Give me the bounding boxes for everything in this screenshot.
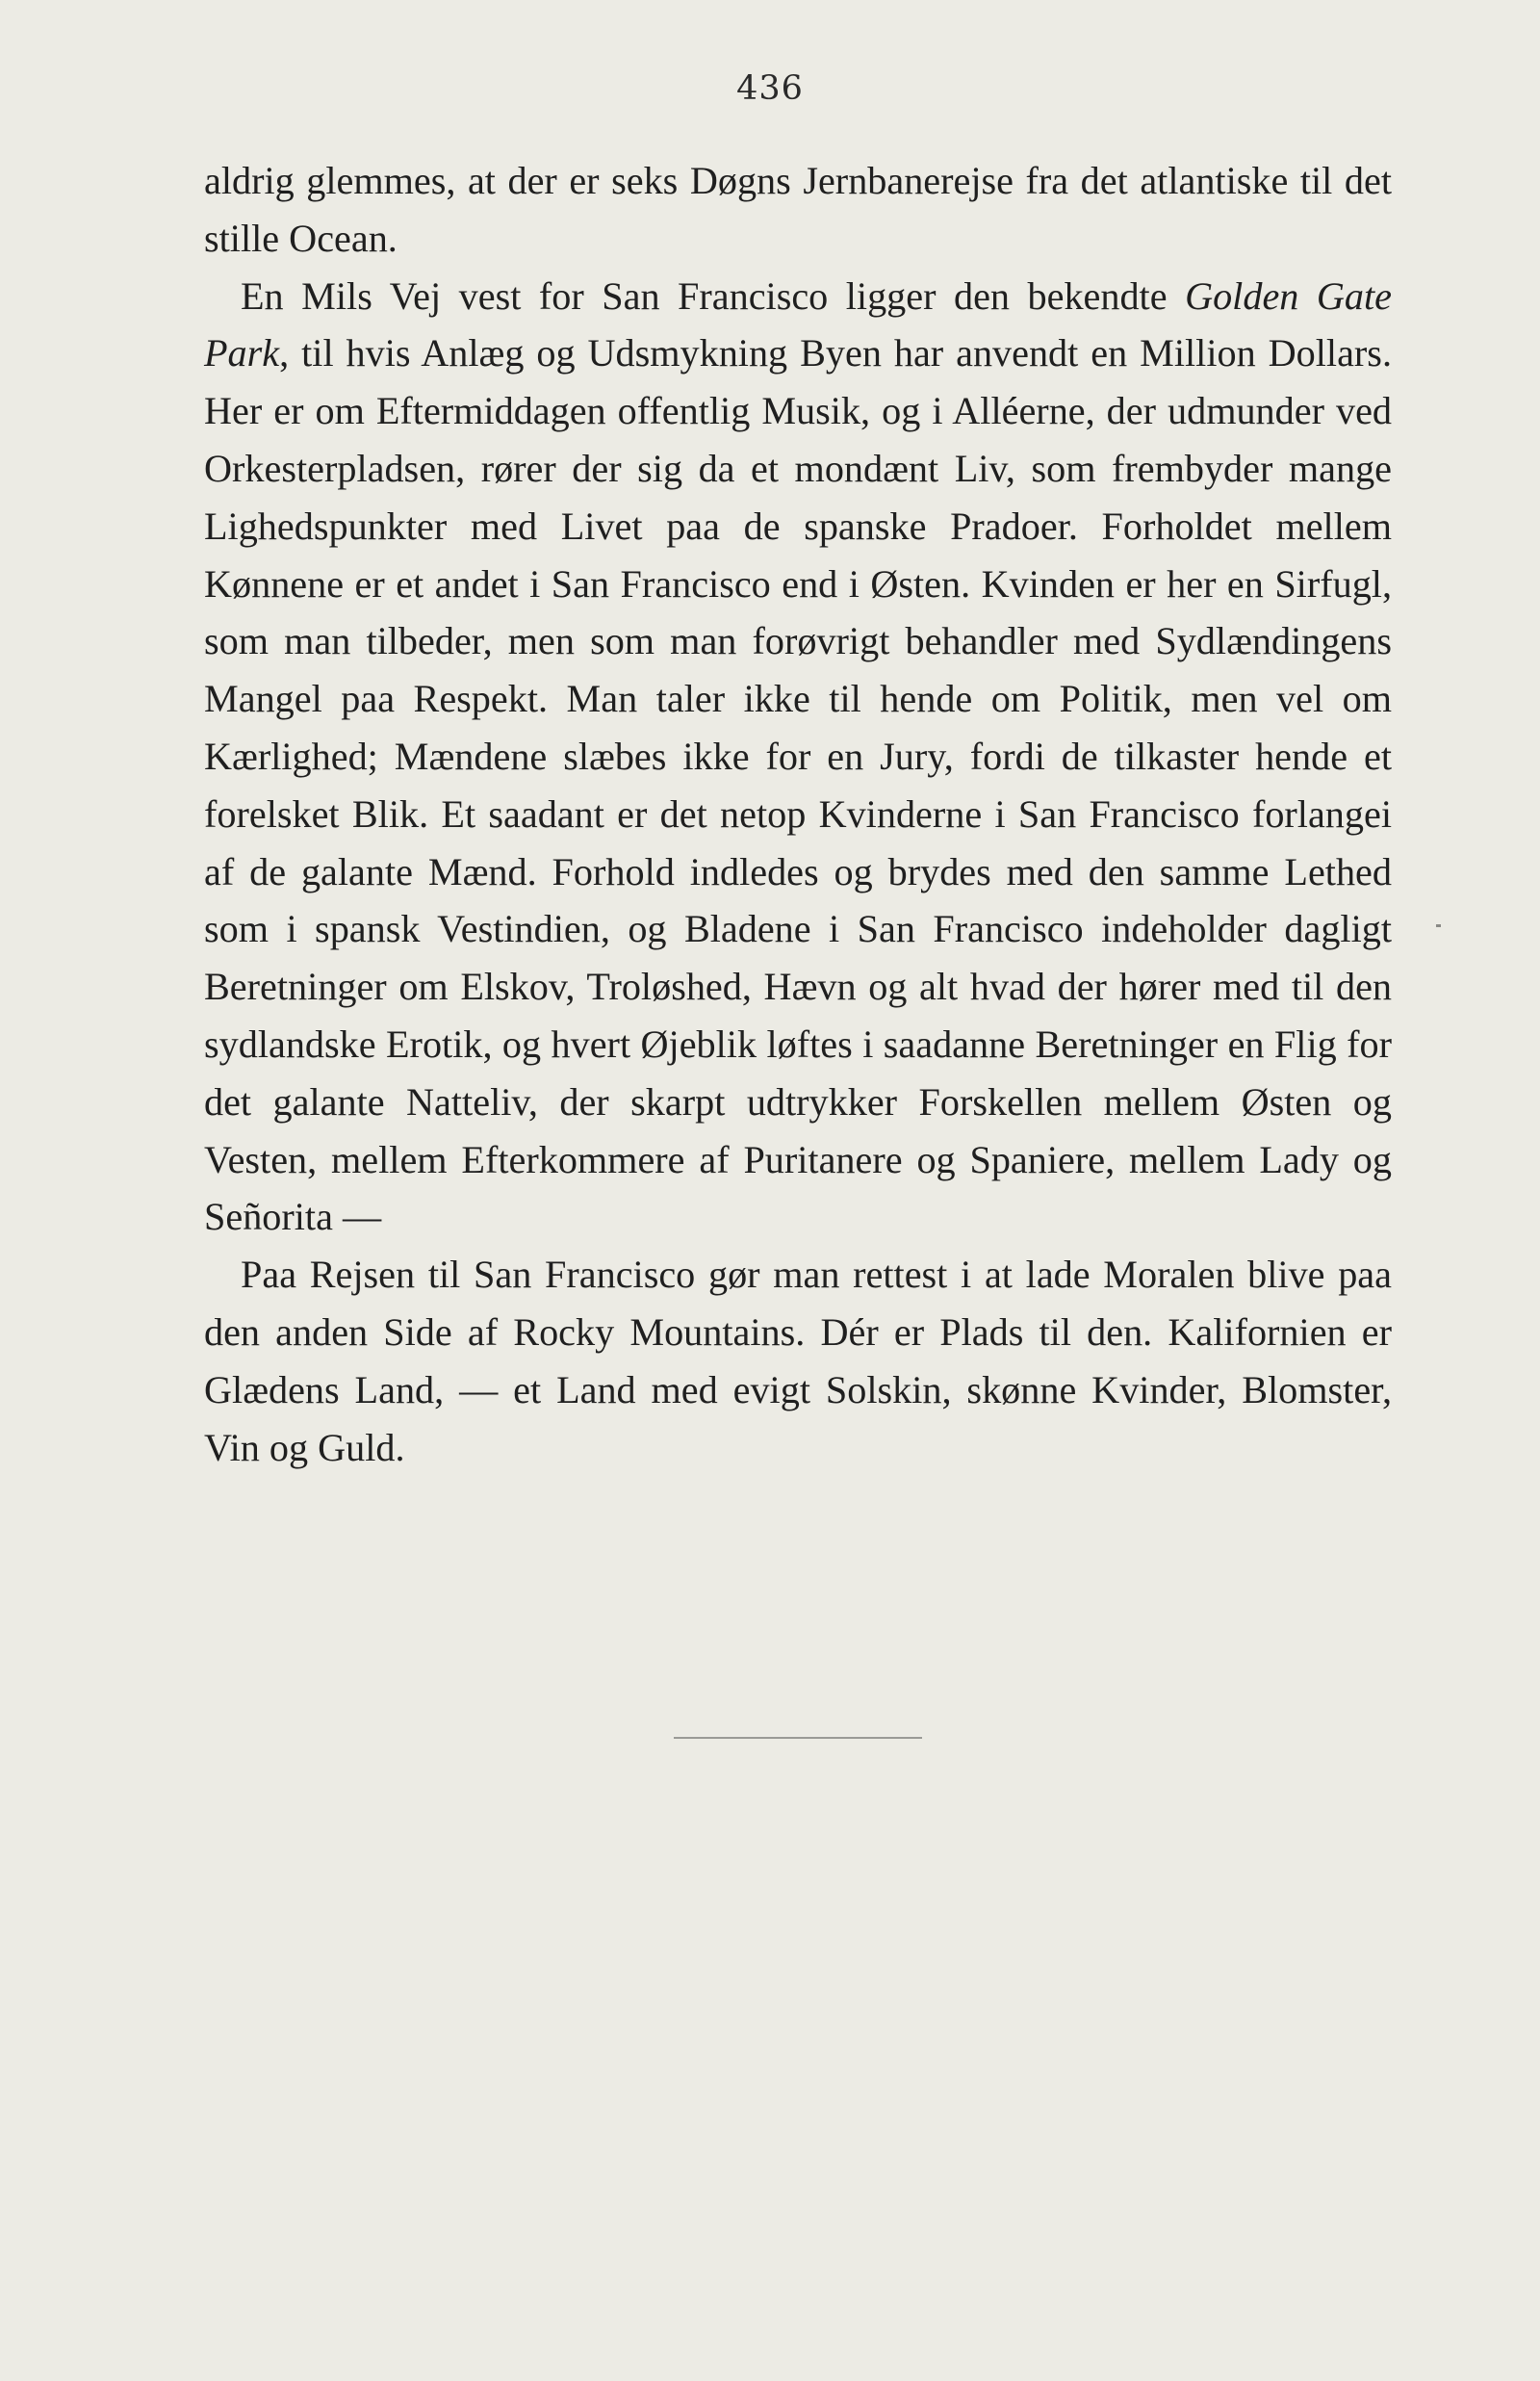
paragraph-2: En Mils Vej vest for San Francisco ligger den bekendte Golden Gate Park, til hvis Anlæg og Udsmykning Byen har anvendt en Million Dollars. Her er om Eftermiddagen offentlig Musik, og i Alléerne, der udmunder ved Orkesterpladsen, rører der sig da et mondænt Liv, som frembyder mange Lighedspunkter med Livet paa de spanske Pradoer. Forholdet mellem Kønnene er et andet i San Francisco end i Østen. Kvinden er her en Sirfugl, som man tilbeder, men som man forøvrigt behandler med Sydlændingens Mangel paa Respekt. Man taler ikke til hende om Politik, men vel om Kærlighed; Mændene slæbes ikke for en Jury, fordi de tilkaster hende et forelsket Blik. Et saadant er det netop Kvinderne i San Francisco forlangei af de galante Mænd. Forhold indledes og brydes med den samme Lethed som i spansk Vestindien, og Bladene i San Francisco indeholder dagligt Beretninger om Elskov, Troløshed, Hævn og alt hvad der hører med til den sydlandske Erotik, og hvert Øjeblik løftes i saadanne Beretninger en Flig for det galante Natteliv, der skarpt udtrykker Forskellen mellem Østen og Vesten, mellem Efterkommere af Puritanere og Spaniere, mellem Lady og Señorita —	[204, 273, 1392, 1239]
body-text	[204, 152, 1392, 1476]
margin-speck	[1436, 924, 1441, 927]
paragraph-3: Paa Rejsen til San Francisco gør man rettest i at lade Moralen blive paa den anden Side af Rocky Mountains. Dér er Plads til den. Kalifornien er Glædens Land, — et Land med evigt Solskin, skønne Kvinder, Blomster, Vin og Guld.	[204, 1253, 1392, 1469]
page-number: 436	[736, 69, 804, 108]
park-name-italic: Golden Gate Park	[204, 273, 1392, 375]
paragraph-1: aldrig glemmes, at der er seks Døgns Jernbanerejse fra det atlantiske til det stille Ocean.	[204, 159, 1392, 260]
end-divider-rule	[674, 1737, 922, 1739]
